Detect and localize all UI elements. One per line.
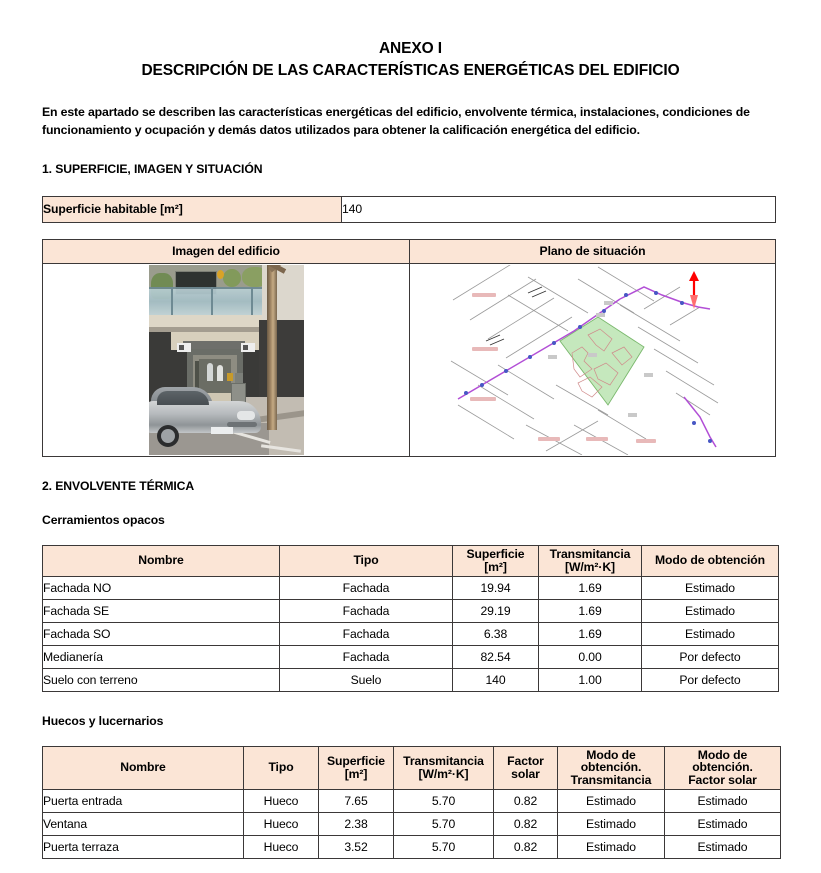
cell-modo: Por defecto — [642, 645, 779, 668]
table-header-row — [43, 746, 781, 789]
parcel-polygon — [560, 317, 644, 405]
col-transmitancia-l1: Transmitancia — [403, 754, 484, 769]
cell-tipo: Fachada — [280, 645, 453, 668]
cell-modo-transmitancia: Estimado — [558, 789, 665, 812]
col-tipo — [244, 746, 319, 789]
col-modo-l1: Modo de obtención — [654, 553, 765, 568]
table-header-row — [43, 239, 776, 263]
col-nombre — [43, 545, 280, 576]
cell-modo: Estimado — [642, 599, 779, 622]
cell-factor-solar: 0.82 — [494, 789, 558, 812]
section-1-heading: 1. SUPERFICIE, IMAGEN Y SITUACIÓN — [42, 161, 263, 176]
cell-tipo: Hueco — [244, 812, 319, 835]
title-line-2: DESCRIPCIÓN DE LAS CARACTERÍSTICAS ENERGÉTICAS DEL EDIFICIO — [141, 62, 680, 79]
col-transmitancia — [539, 545, 642, 576]
cell-transmitancia: 1.69 — [539, 576, 642, 599]
col-nombre-l1: Nombre — [120, 760, 166, 775]
col-modo-transmitancia-l3: Transmitancia — [570, 772, 652, 787]
cell-superficie: 7.65 — [319, 789, 394, 812]
cell-tipo: Hueco — [244, 789, 319, 812]
building-image-cell — [43, 263, 410, 456]
openings-subheading: Huecos y lucernarios — [42, 713, 164, 728]
opaque-enclosures-table — [42, 545, 779, 692]
table-row — [43, 196, 776, 222]
cell-superficie: 82.54 — [453, 645, 539, 668]
col-transmitancia-l1: Transmitancia — [549, 547, 631, 562]
col-nombre — [43, 746, 244, 789]
table-row — [43, 622, 779, 645]
surface-table — [42, 196, 776, 223]
cell-modo-factor-solar: Estimado — [665, 812, 781, 835]
table-row — [43, 645, 779, 668]
col-transmitancia-l2: [W/m²·K] — [565, 559, 615, 574]
section-2-heading: 2. ENVOLVENTE TÉRMICA — [42, 478, 195, 493]
opaque-subheading: Cerramientos opacos — [42, 512, 165, 527]
col-modo-factor-solar-l3: Factor solar — [688, 772, 757, 787]
col-transmitancia — [394, 746, 494, 789]
building-photo — [149, 265, 304, 455]
cell-tipo: Hueco — [244, 835, 319, 858]
table-row — [43, 812, 781, 835]
cell-modo-transmitancia: Estimado — [558, 835, 665, 858]
col-tipo — [280, 545, 453, 576]
col-factor-solar-l2: solar — [511, 766, 540, 781]
cell-factor-solar: 0.82 — [494, 835, 558, 858]
cell-superficie: 2.38 — [319, 812, 394, 835]
col-nombre-l1: Nombre — [138, 553, 184, 568]
cell-modo-transmitancia: Estimado — [558, 812, 665, 835]
intro-paragraph: En este apartado se describen las características energéticas del edificio, envolvente térmica, instalaciones, condiciones de funcionamiento y ocupación y demás datos utilizados para obtener la calificación energética del edificio. — [42, 105, 750, 137]
cell-tipo: Fachada — [280, 622, 453, 645]
cell-factor-solar: 0.82 — [494, 812, 558, 835]
col-modo — [642, 545, 779, 576]
table-row — [43, 599, 779, 622]
col-superficie-l2: [m²] — [344, 766, 368, 781]
cell-transmitancia: 0.00 — [539, 645, 642, 668]
col-superficie — [319, 746, 394, 789]
north-arrow-icon — [689, 271, 699, 309]
cell-transmitancia: 1.69 — [539, 622, 642, 645]
col-modo-factor-solar — [665, 746, 781, 789]
cell-transmitancia: 5.70 — [394, 789, 494, 812]
col-superficie-l1: Superficie — [466, 547, 525, 562]
table-row — [43, 576, 779, 599]
col-modo-factor-solar-l1: Modo de — [697, 748, 748, 762]
cell-modo: Estimado — [642, 576, 779, 599]
cell-transmitancia: 1.00 — [539, 668, 642, 691]
cell-transmitancia: 5.70 — [394, 835, 494, 858]
col-tipo-l1: Tipo — [268, 760, 294, 775]
cell-superficie: 19.94 — [453, 576, 539, 599]
col-superficie — [453, 545, 539, 576]
media-table — [42, 239, 776, 457]
openings-table — [42, 746, 781, 859]
cell-nombre: Fachada SE — [43, 599, 280, 622]
table-row — [43, 263, 776, 456]
col-modo-transmitancia — [558, 746, 665, 789]
site-plan-header: Plano de situación — [410, 239, 776, 263]
col-factor-solar — [494, 746, 558, 789]
cell-superficie: 3.52 — [319, 835, 394, 858]
page-title — [42, 0, 779, 82]
cell-modo-factor-solar: Estimado — [665, 835, 781, 858]
table-row — [43, 835, 781, 858]
cell-nombre: Ventana — [43, 812, 244, 835]
title-line-1: ANEXO I — [378, 40, 443, 57]
col-superficie-l1: Superficie — [327, 754, 385, 769]
cell-nombre: Fachada SO — [43, 622, 280, 645]
col-factor-solar-l1: Factor — [507, 754, 544, 769]
table-row — [43, 789, 781, 812]
cell-superficie: 6.38 — [453, 622, 539, 645]
cell-modo: Por defecto — [642, 668, 779, 691]
cell-modo: Estimado — [642, 622, 779, 645]
cell-superficie: 29.19 — [453, 599, 539, 622]
cell-nombre: Puerta terraza — [43, 835, 244, 858]
col-modo-factor-solar-l2: obtención. — [692, 760, 753, 775]
surface-label-cell: Superficie habitable [m²] — [43, 196, 342, 222]
cell-transmitancia: 1.69 — [539, 599, 642, 622]
col-superficie-l2: [m²] — [484, 559, 507, 574]
site-plan — [448, 265, 738, 455]
cell-nombre: Medianería — [43, 645, 280, 668]
cell-nombre: Suelo con terreno — [43, 668, 280, 691]
cell-superficie: 140 — [453, 668, 539, 691]
cell-tipo: Suelo — [280, 668, 453, 691]
site-plan-cell — [410, 263, 776, 456]
table-header-row — [43, 545, 779, 576]
cell-modo-factor-solar: Estimado — [665, 789, 781, 812]
surface-value-cell: 140 — [342, 196, 776, 222]
cell-nombre: Puerta entrada — [43, 789, 244, 812]
cell-nombre: Fachada NO — [43, 576, 280, 599]
table-row — [43, 668, 779, 691]
cell-tipo: Fachada — [280, 599, 453, 622]
cell-transmitancia: 5.70 — [394, 812, 494, 835]
col-modo-transmitancia-l1: Modo de — [586, 748, 636, 762]
col-tipo-l1: Tipo — [353, 553, 379, 568]
site-plan-svg — [448, 265, 738, 455]
col-modo-transmitancia-l2: obtención. — [580, 760, 642, 775]
building-image-header: Imagen del edificio — [43, 239, 410, 263]
col-transmitancia-l2: [W/m²·K] — [418, 766, 469, 781]
cell-tipo: Fachada — [280, 576, 453, 599]
